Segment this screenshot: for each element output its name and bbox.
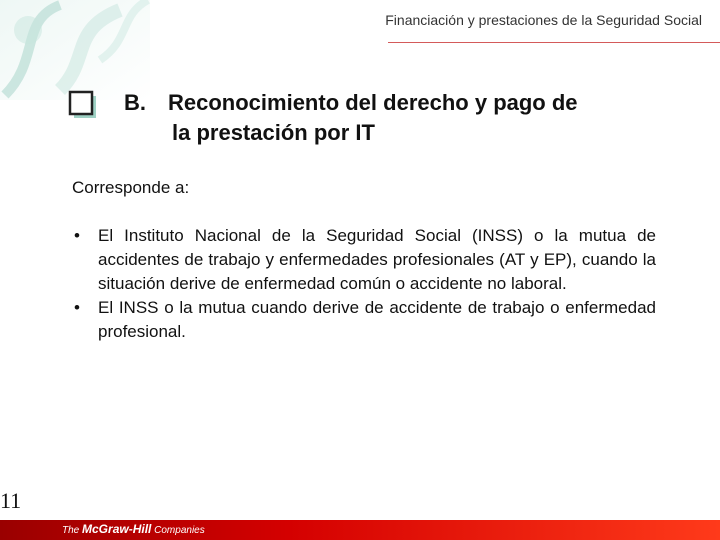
intro-text: Corresponde a:	[72, 178, 190, 197]
list-item	[72, 296, 656, 344]
section-letter: B.	[124, 90, 146, 115]
bullet-list	[72, 224, 656, 344]
list-item	[72, 224, 656, 296]
footer-bar	[0, 520, 720, 540]
list-item-text: El INSS o la mutua cuando derive de accidente de trabajo o enfermedad profesional.	[98, 298, 656, 341]
checkbox-bullet-icon	[68, 90, 100, 120]
bullet-icon: •	[74, 226, 80, 245]
corner-swirl-decoration	[0, 0, 150, 100]
header-divider	[388, 42, 720, 43]
bullet-icon: •	[74, 298, 80, 317]
mcgraw-hill-logo	[62, 522, 205, 536]
list-item-text: El Instituto Nacional de la Seguridad Social (INSS) o la mutua de accidentes de trabajo y enfermedades profesionales (AT y EP), cuando la situación derive de enfermedad común o accidente no laboral.	[98, 226, 656, 293]
section-heading-line1: Reconocimiento del derecho y pago de	[168, 90, 578, 115]
section-heading	[124, 88, 684, 148]
logo-prefix: The	[62, 525, 83, 536]
section-heading-line2: la prestación por IT	[172, 120, 375, 145]
logo-brand: McGraw-Hill	[82, 522, 152, 536]
header-title: Financiación y prestaciones de la Seguridad Social	[385, 12, 702, 28]
slide-number: 11	[0, 488, 22, 513]
logo-suffix: Companies	[151, 525, 205, 536]
